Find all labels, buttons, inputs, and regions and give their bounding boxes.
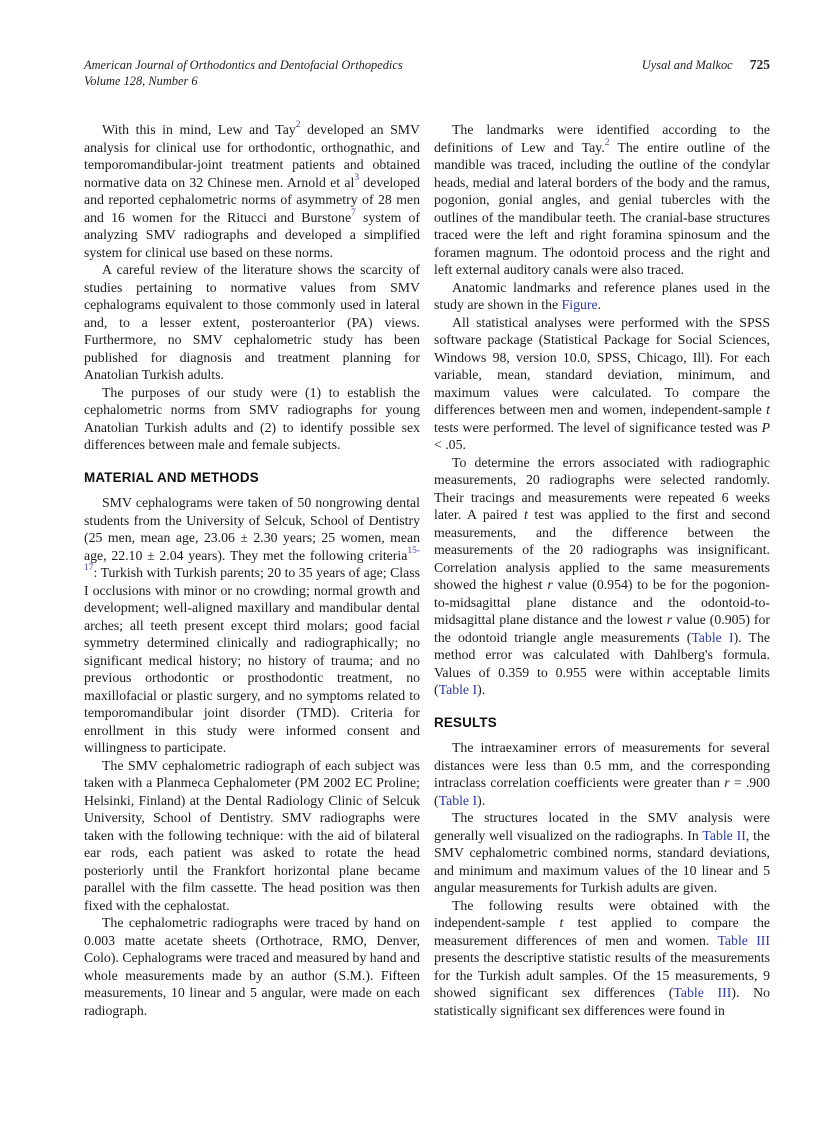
paragraph: All statistical analyses were performed with the SPSS software package (Statistical Package for Social Sciences, Windows 98, version 10.0, SPSS, Chicago, Ill). For each variable, mean, standard deviation, minimum, and maximum values were calculated. To compare the differences between men and women, independent-sample t tests were performed. The level of significance tested was P < .05. bbox=[434, 314, 770, 452]
italic-variable: t bbox=[766, 402, 770, 417]
journal-title: American Journal of Orthodontics and Dentofacial Orthopedics bbox=[84, 58, 403, 72]
citation-superscript[interactable]: 7 bbox=[351, 207, 356, 218]
citation-superscript[interactable]: 3 bbox=[354, 172, 360, 183]
table-1-link[interactable]: Table I bbox=[438, 792, 478, 808]
paragraph: The intraexaminer errors of measurements for several distances were less than 0.5 mm, and the corresponding intraclass correlation coefficients were greater than r = .900 (Table I). bbox=[434, 740, 770, 808]
italic-variable: t bbox=[523, 507, 528, 522]
running-head bbox=[84, 57, 770, 89]
paragraph: The SMV cephalometric radiograph of each subject was taken with a Planmeca Cephalometer (PM 2002 EC Proline; Helsinki, Finland) at the Dental Radiology Clinic of Selcuk University, School of Dentistry. SMV radiographs were taken with the following technique: with the aid of bilateral ear rods, each patient was asked to rotate the head posteriorly until the Frankfort horizontal plane became parallel with the film cassette. The head position was then fixed with the cephalostat. bbox=[84, 757, 420, 913]
paragraph: Anatomic landmarks and reference planes used in the study are shown in the Figure. bbox=[434, 279, 770, 312]
paragraph: A careful review of the literature shows the scarcity of studies pertaining to normative values from SMV cephalograms equivalent to those commonly used in lateral and, to a lesser extent, posteroanterior (PA) views. Furthermore, no SMV cephalometric study has been published for diagnosis and treatment planning for Anatolian Turkish adults. bbox=[84, 262, 420, 382]
right-column bbox=[434, 121, 770, 1019]
italic-variable: r bbox=[724, 775, 730, 790]
paragraph: The following results were obtained with the independent-sample t test applied to compare the measurement differences of men and women. Table III presents the descriptive statistic results of the measurements for the Turkish adult samples. Of the 15 measurements, 9 showed significant sex differences (Table III). No statistically significant sex differences were found in bbox=[434, 897, 770, 1018]
figure-link[interactable]: Figure bbox=[561, 297, 598, 312]
left-column bbox=[84, 121, 420, 1019]
paragraph: To determine the errors associated with radiographic measurements, 20 radiographs were selected randomly. Their tracings and measurements were repeated 6 weeks later. A paired t test was applied to the first and second measurements, and the difference between the measurements of the 20 radiographs was insignificant. Correlation analysis applied to the same measurements showed the highest r value (0.954) to be for the pogonion-to-midsagittal plane distance and the odontoid-to-midsagittal plane distance and the lowest r value (0.905) for the odontoid triangle angle measurements (Table I). The method error was calculated with Dahlberg's formula. Values of 0.359 to 0.955 were within acceptable limits (Table I). bbox=[434, 454, 771, 697]
page-info bbox=[642, 57, 770, 73]
section-heading: RESULTS bbox=[434, 714, 497, 730]
paragraph: The structures located in the SMV analysis were generally well visualized on the radiographs. In Table II, the SMV cephalometric combined norms, standard deviations, and minimum and maximum values of the 10 linear and 5 angular measurements for Turkish adults are given. bbox=[434, 810, 770, 895]
citation-superscript[interactable]: 2 bbox=[604, 137, 610, 148]
italic-variable: t bbox=[559, 915, 564, 930]
citation-superscript[interactable]: 15-17 bbox=[84, 545, 420, 574]
table-3-link[interactable]: Table III bbox=[717, 932, 770, 948]
page-number: 725 bbox=[749, 57, 770, 72]
journal-info bbox=[84, 57, 403, 89]
paragraph: The landmarks were identified according to the definitions of Lew and Tay.$^2$ The entire outline of the mandible was traced, including the outline of the condylar heads, medial and lateral borders of the body and the ramus, pogonion, gonial angles, and genial tubercles with the outlines of the mandibular teeth. The cranial-base structures traced were the left and right foramina spinosum and the foramen magnum. The odontoid process and the right and left external auditory canals were also traced. bbox=[434, 122, 770, 277]
table-3-link[interactable]: Table III bbox=[673, 985, 732, 1000]
paragraph: SMV cephalograms were taken of 50 nongrowing dental students from the University of Selcuk, School of Dentistry (25 men, mean age, 23.06 ± 2.30 years; 25 women, mean age, 22.10 ± 2.04 years). They met the following criteria$^{15-17}$: Turkish with Turkish parents; 20 to 35 years of age; Class I occlusions with minor or no crowding; normal growth and development; well-aligned maxillary and mandibular dental arches; all teeth present except third molars; good facial symmetry determined clinically and radiographically; no significant medical history; no history of trauma; and no previous orthodontic or prosthodontic treatment, no maxillofacial or plastic surgery, and no symptoms related to temporomandibular joint disorder (TMD). Criteria for enrollment in this study were informed consent and willingness to participate. bbox=[84, 495, 420, 755]
italic-variable: P bbox=[761, 419, 770, 435]
paragraph: The cephalometric radiographs were traced by hand on 0.003 matte acetate sheets (Orthotrace, RMO, Denver, Colo). Cephalograms were traced and measured by hand and whole measurements made by an author (S.M.). Fifteen measurements, 10 linear and 5 angular, were made on each radiograph. bbox=[84, 915, 420, 1018]
citation-superscript[interactable]: 2 bbox=[295, 120, 301, 131]
journal-volume-line: Volume 128, Number 6 bbox=[84, 74, 198, 88]
running-authors: Uysal and Malkoc bbox=[641, 58, 733, 72]
paragraph: The purposes of our study were (1) to establish the cephalometric norms from SMV radiographs for young Anatolian Turkish adults and (2) to identify possible sex differences between male and female subjects. bbox=[84, 384, 420, 452]
table-1-link[interactable]: Table I bbox=[691, 629, 734, 645]
italic-variable: r bbox=[547, 577, 553, 592]
article-body bbox=[84, 121, 770, 1019]
table-1-link[interactable]: Table I bbox=[438, 682, 478, 697]
italic-variable: r bbox=[666, 612, 673, 627]
section-heading: MATERIAL AND METHODS bbox=[84, 469, 259, 485]
table-2-link[interactable]: Table II bbox=[702, 827, 746, 843]
paragraph: With this in mind, Lew and Tay$^2$ developed an SMV analysis for clinical use for orthodontic, orthognathic, and temporomandibular-joint treatment patients and obtained normative data on 32 Chinese men. Arnold et al$^3$ developed and reported cephalometric norms of asymmetry of 28 men and 16 women for the Ritucci and Burstone$^7$ system of analyzing SMV radiographs and developed a simplified system for clinical use based on these norms. bbox=[84, 120, 420, 260]
